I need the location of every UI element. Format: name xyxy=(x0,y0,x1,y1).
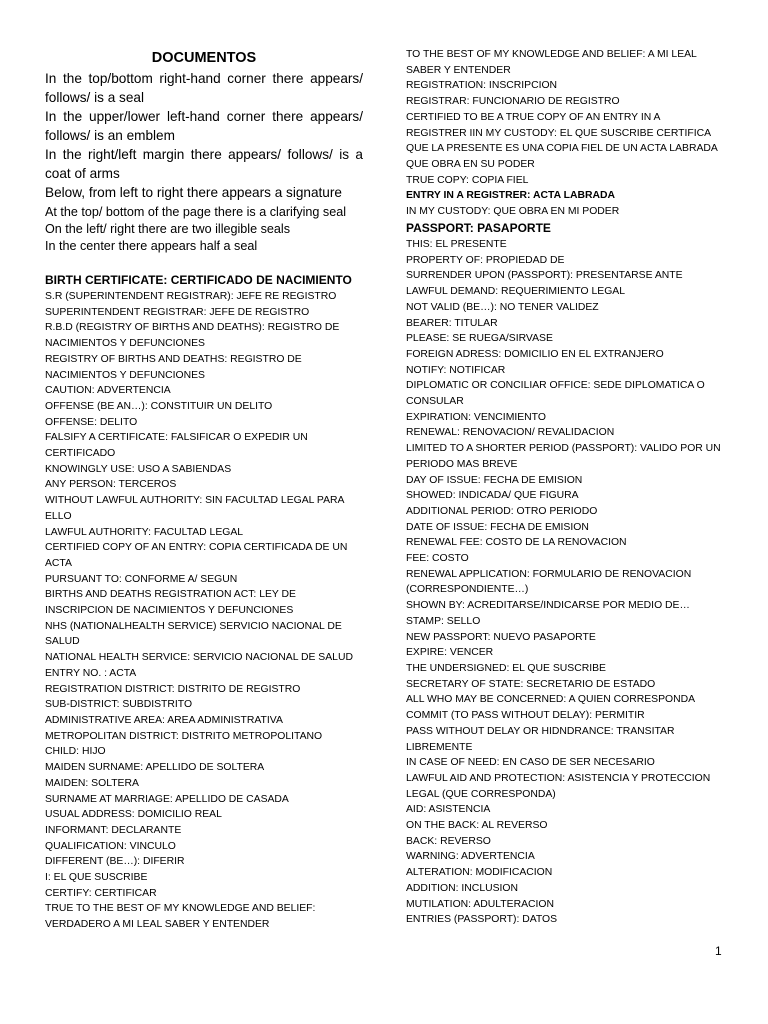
glossary-entry: NHS (NATIONALHEALTH SERVICE) SERVICIO NACIONAL DE SALUD xyxy=(45,620,342,648)
glossary-entry: LAWFUL AID AND PROTECTION: ASISTENCIA Y PROTECCION LEGAL (QUE CORRESPONDA) xyxy=(406,772,711,800)
glossary-entry: ENTRIES (PASSPORT): DATOS xyxy=(406,914,558,926)
glossary-entry: DIFFERENT (BE…): DIFERIR xyxy=(45,856,185,868)
glossary-entry: NEW PASSPORT: NUEVO PASAPORTE xyxy=(406,631,596,643)
glossary-entry: BEARER: TITULAR xyxy=(406,317,498,329)
glossary-entry: OFFENSE: DELITO xyxy=(45,416,138,428)
glossary-entry: SECRETARY OF STATE: SECRETARIO DE ESTADO xyxy=(406,678,656,690)
glossary-entry: I: EL QUE SUSCRIBE xyxy=(45,872,148,884)
intro-line: In the top/bottom right-hand corner there appears/ follows/ is a seal xyxy=(45,71,363,105)
glossary-entry: S.R (SUPERINTENDENT REGISTRAR): JEFE RE REGISTRO xyxy=(45,291,337,302)
glossary-entry: SURNAME AT MARRIAGE: APELLIDO DE CASADA xyxy=(45,793,289,805)
glossary-entry: LAWFUL DEMAND: REQUERIMIENTO LEGAL xyxy=(406,286,626,298)
glossary-entry: NOT VALID (BE…): NO TENER VALIDEZ xyxy=(406,301,599,313)
glossary-entry: ON THE BACK: AL REVERSO xyxy=(406,820,548,832)
birth-certificate-glossary xyxy=(45,289,363,933)
glossary-entry: STAMP: SELLO xyxy=(406,615,481,627)
glossary-entry: CERTIFIED TO BE A TRUE COPY OF AN ENTRY IN A REGISTRER IIN MY CUSTODY: EL QUE SUSCRIBE CERTIFICA QUE LA PRESENTE ES UNA COPIA FIEL DE UN ACTA LABRADA QUE OBRA EN SU PODER xyxy=(406,111,718,170)
glossary-entry: THE UNDERSIGNED: EL QUE SUSCRIBE xyxy=(406,662,606,674)
page-title: DOCUMENTOS xyxy=(151,50,257,66)
glossary-entry: REGISTRAR: FUNCIONARIO DE REGISTRO xyxy=(406,96,620,108)
glossary-entry: ALL WHO MAY BE CONCERNED: A QUIEN CORRESPONDA xyxy=(406,694,696,706)
glossary-entry: REGISTRATION: INSCRIPCION xyxy=(406,80,558,92)
glossary-entry: MAIDEN: SOLTERA xyxy=(45,777,139,789)
glossary-entry: AID: ASISTENCIA xyxy=(406,804,491,816)
glossary-entry: SHOWED: INDICADA/ QUE FIGURA xyxy=(406,490,579,502)
glossary-entry: TRUE COPY: COPIA FIEL xyxy=(406,174,529,186)
glossary-entry: CERTIFIED COPY OF AN ENTRY: COPIA CERTIFICADA DE UN ACTA xyxy=(45,542,348,569)
glossary-entry: QUALIFICATION: VINCULO xyxy=(45,840,176,852)
glossary-entry: ADMINISTRATIVE AREA: AREA ADMINISTRATIVA xyxy=(45,714,283,726)
glossary-entry: USUAL ADDRESS: DOMICILIO REAL xyxy=(45,809,222,821)
intro-line: Below, from left to right there appears a signature xyxy=(45,185,342,200)
glossary-entry: PASS WITHOUT DELAY OR HIDNDRANCE: TRANSITAR LIBREMENTE xyxy=(406,725,675,753)
glossary-entry: DIPLOMATIC OR CONCILIAR OFFICE: SEDE DIPLOMATICA O CONSULAR xyxy=(406,380,705,408)
page-number: 1 xyxy=(715,944,722,958)
glossary-entry: ENTRY IN A REGISTRER: ACTA LABRADA xyxy=(406,190,615,202)
glossary-entry: DAY OF ISSUE: FECHA DE EMISION xyxy=(406,474,583,486)
glossary-entry: ALTERATION: MODIFICACION xyxy=(406,867,553,879)
glossary-entry: CERTIFY: CERTIFICAR xyxy=(45,887,157,899)
glossary-entry: TRUE TO THE BEST OF MY KNOWLEDGE AND BELIEF: VERDADERO A MI LEAL SABER Y ENTENDER xyxy=(45,903,316,931)
glossary-entry: THIS: EL PRESENTE xyxy=(406,239,507,250)
glossary-entry: NATIONAL HEALTH SERVICE: SERVICIO NACIONAL DE SALUD xyxy=(45,652,353,664)
glossary-entry: COMMIT (TO PASS WITHOUT DELAY): PERMITIR xyxy=(406,710,645,722)
intro-line: In the upper/lower left-hand corner there appears/ follows/ is an emblem xyxy=(45,109,363,143)
registry-glossary xyxy=(406,47,722,220)
glossary-entry: TO THE BEST OF MY KNOWLEDGE AND BELIEF: A MI LEAL SABER Y ENTENDER xyxy=(406,49,697,76)
glossary-entry: FALSIFY A CERTIFICATE: FALSIFICAR O EXPEDIR UN CERTIFICADO xyxy=(45,432,308,460)
glossary-entry: MAIDEN SURNAME: APELLIDO DE SOLTERA xyxy=(45,762,265,774)
glossary-entry: BACK: REVERSO xyxy=(406,835,491,847)
glossary-entry: MUTILATION: ADULTERACION xyxy=(406,898,554,910)
glossary-entry: EXPIRE: VENCER xyxy=(406,647,494,659)
passport-glossary xyxy=(406,237,722,928)
glossary-entry: RENEWAL FEE: COSTO DE LA RENOVACION xyxy=(406,537,627,549)
glossary-entry: SHOWN BY: ACREDITARSE/INDICARSE POR MEDIO DE… xyxy=(406,600,690,612)
glossary-entry: SUPERINTENDENT REGISTRAR: JEFE DE REGISTRO xyxy=(45,306,310,318)
glossary-entry: EXPIRATION: VENCIMIENTO xyxy=(406,411,546,423)
glossary-entry: INFORMANT: DECLARANTE xyxy=(45,824,182,836)
glossary-entry: REGISTRY OF BIRTHS AND DEATHS: REGISTRO DE NACIMIENTOS Y DEFUNCIONES xyxy=(45,353,302,381)
glossary-entry: LIMITED TO A SHORTER PERIOD (PASSPORT): VALIDO POR UN PERIODO MAS BREVE xyxy=(406,443,721,470)
section-heading-birth-certificate: BIRTH CERTIFICATE: CERTIFICADO DE NACIMIENTO xyxy=(45,273,352,287)
glossary-entry: REGISTRATION DISTRICT: DISTRITO DE REGISTRO xyxy=(45,683,301,695)
glossary-entry: SURRENDER UPON (PASSPORT): PRESENTARSE ANTE xyxy=(406,270,683,282)
glossary-entry: IN MY CUSTODY: QUE OBRA EN MI PODER xyxy=(406,206,620,218)
glossary-entry: PROPERTY OF: PROPIEDAD DE xyxy=(406,254,565,266)
glossary-entry: R.B.D (REGISTRY OF BIRTHS AND DEATHS): REGISTRO DE NACIMIENTOS Y DEFUNCIONES xyxy=(45,322,340,350)
section-heading-passport: PASSPORT: PASAPORTE xyxy=(406,221,551,235)
intro-line: In the right/left margin there appears/ follows/ is a coat of arms xyxy=(45,147,363,181)
glossary-entry: FEE: COSTO xyxy=(406,553,469,565)
glossary-entry: PURSUANT TO: CONFORME A/ SEGUN xyxy=(45,573,238,585)
glossary-entry: ADDITION: INCLUSION xyxy=(406,882,518,894)
glossary-entry: IN CASE OF NEED: EN CASO DE SER NECESARIO xyxy=(406,757,655,769)
intro-small-line: On the left/ right there are two illegible seals xyxy=(45,222,291,236)
glossary-entry: ENTRY NO. : ACTA xyxy=(45,667,137,679)
glossary-entry: FOREIGN ADRESS: DOMICILIO EN EL EXTRANJERO xyxy=(406,348,664,360)
glossary-entry: CHILD: HIJO xyxy=(45,746,106,758)
glossary-entry: ADDITIONAL PERIOD: OTRO PERIODO xyxy=(406,505,598,517)
intro-small-line: At the top/ bottom of the page there is a clarifying seal xyxy=(45,205,347,219)
glossary-entry: WITHOUT LAWFUL AUTHORITY: SIN FACULTAD LEGAL PARA ELLO xyxy=(45,495,344,522)
glossary-entry: SUB-DISTRICT: SUBDISTRITO xyxy=(45,699,193,711)
glossary-entry: METROPOLITAN DISTRICT: DISTRITO METROPOLITANO xyxy=(45,730,323,742)
intro-small-line: In the center there appears half a seal xyxy=(45,239,258,253)
glossary-entry: NOTIFY: NOTIFICAR xyxy=(406,364,506,376)
glossary-entry: PLEASE: SE RUEGA/SIRVASE xyxy=(406,333,553,345)
glossary-entry: LAWFUL AUTHORITY: FACULTAD LEGAL xyxy=(45,526,244,538)
glossary-entry: WARNING: ADVERTENCIA xyxy=(406,851,535,863)
glossary-entry: RENEWAL APPLICATION: FORMULARIO DE RENOVACION (CORRESPONDIENTE…) xyxy=(406,568,692,596)
glossary-entry: KNOWINGLY USE: USO A SABIENDAS xyxy=(45,463,232,475)
glossary-entry: OFFENSE (BE AN…): CONSTITUIR UN DELITO xyxy=(45,400,273,412)
glossary-entry: CAUTION: ADVERTENCIA xyxy=(45,385,171,397)
glossary-entry: RENEWAL: RENOVACION/ REVALIDACION xyxy=(406,427,615,439)
glossary-entry: DATE OF ISSUE: FECHA DE EMISION xyxy=(406,521,589,533)
glossary-entry: ANY PERSON: TERCEROS xyxy=(45,479,177,491)
glossary-entry: BIRTHS AND DEATHS REGISTRATION ACT: LEY DE INSCRIPCION DE NACIMIENTOS Y DEFUNCIONES xyxy=(45,589,296,617)
